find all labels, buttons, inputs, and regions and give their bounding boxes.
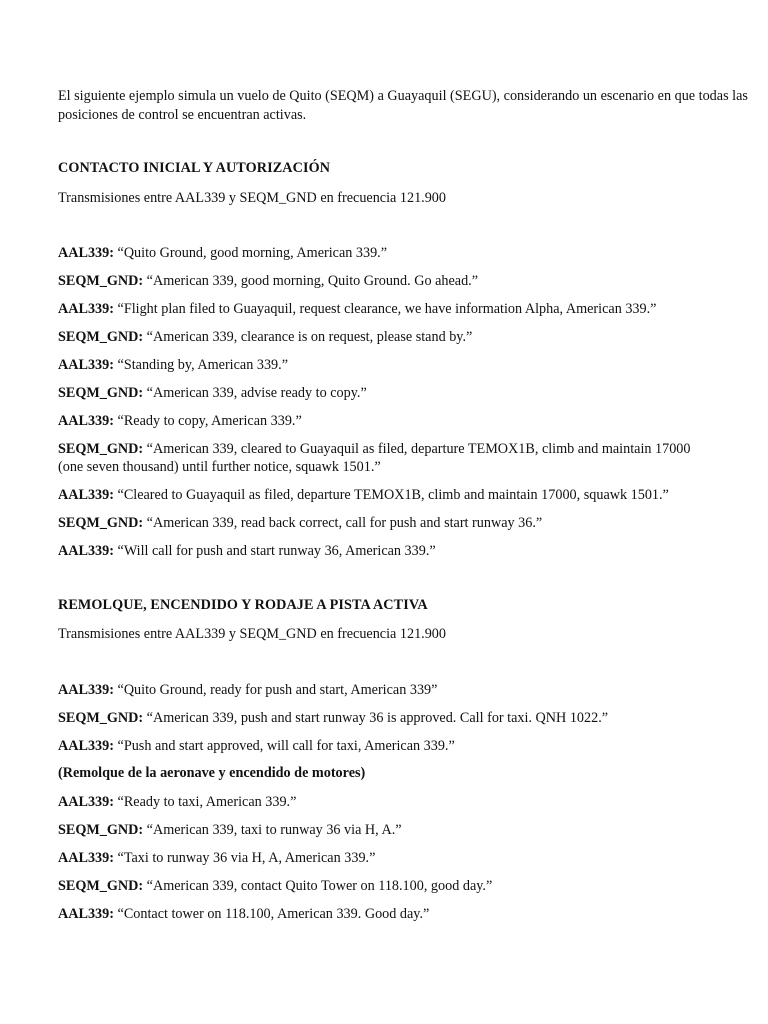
transmission-text: “Taxi to runway 36 via H, A, American 339.” [113,850,376,866]
speaker-label: AAL339: [58,487,114,503]
speaker-label: AAL339: [58,357,114,373]
speaker-label: SEQM_GND: [58,878,144,894]
transmission-line [58,272,748,290]
transmission-line [58,300,748,318]
speaker-label: AAL339: [58,794,114,810]
section-subtitle: Transmisiones entre AAL339 y SEQM_GND en frecuencia 121.900 [58,626,446,642]
transmission-line [58,486,748,504]
transmission-text: “Cleared to Guayaquil as filed, departure TEMOX1B, climb and maintain 17000, squawk 1501.” [113,487,669,503]
transmission-text: “Quito Ground, good morning, American 339.” [113,245,388,261]
transmission-line [58,328,748,346]
transmission-line [58,244,748,262]
transmission-line [58,440,710,476]
speaker-label: SEQM_GND: [58,385,144,401]
transmission-line [58,849,748,867]
transmission-text: “Quito Ground, ready for push and start, American 339” [113,682,438,698]
speaker-label: AAL339: [58,301,114,317]
transmission-text: “Standing by, American 339.” [113,357,288,373]
transmission-line [58,821,748,839]
transmission-text: “Ready to taxi, American 339.” [113,794,297,810]
transmission-line [58,737,748,755]
transmission-text: “Contact tower on 118.100, American 339. Good day.” [113,906,430,922]
transmission-line [58,681,748,699]
transmission-text: “American 339, good morning, Quito Ground. Go ahead.” [143,273,479,289]
transmission-line [58,542,748,560]
transmission-text: “Flight plan filed to Guayaquil, request clearance, we have information Alpha, American 339.” [113,301,657,317]
transmission-text: “American 339, clearance is on request, please stand by.” [143,329,473,345]
transmission-text: “Will call for push and start runway 36, American 339.” [113,543,436,559]
transmission-text: “American 339, push and start runway 36 is approved. Call for taxi. QNH 1022.” [143,710,609,726]
section-heading: REMOLQUE, ENCENDIDO Y RODAJE A PISTA ACTIVA [58,597,428,613]
speaker-label: AAL339: [58,682,114,698]
transmission-line [58,384,748,402]
transmission-line [58,412,748,430]
transmission-text: “American 339, read back correct, call for push and start runway 36.” [143,515,543,531]
transmission-text: “Push and start approved, will call for taxi, American 339.” [113,738,455,754]
procedure-note: (Remolque de la aeronave y encendido de motores) [58,765,366,781]
speaker-label: AAL339: [58,850,114,866]
transmission-text: “American 339, contact Quito Tower on 118.100, good day.” [143,878,493,894]
transmission-text: “American 339, advise ready to copy.” [143,385,367,401]
transmission-line [58,356,748,374]
transmission-text: “American 339, cleared to Guayaquil as filed, departure TEMOX1B, climb and maintain 17000 (one seven thousand) until further notice, squawk 1501.” [58,441,691,475]
transmission-line [58,709,748,727]
transmission-line [58,793,748,811]
speaker-label: SEQM_GND: [58,710,144,726]
speaker-label: AAL339: [58,245,114,261]
speaker-label: SEQM_GND: [58,822,144,838]
section-heading: CONTACTO INICIAL Y AUTORIZACIÓN [58,160,331,176]
speaker-label: AAL339: [58,413,114,429]
speaker-label: AAL339: [58,738,114,754]
transmission-text: “American 339, taxi to runway 36 via H, A.” [143,822,402,838]
transmission-line [58,514,748,532]
speaker-label: SEQM_GND: [58,329,144,345]
section-subtitle: Transmisiones entre AAL339 y SEQM_GND en frecuencia 121.900 [58,190,446,206]
speaker-label: SEQM_GND: [58,441,144,457]
transmission-line [58,905,748,923]
intro-paragraph: El siguiente ejemplo simula un vuelo de Quito (SEQM) a Guayaquil (SEGU), considerando un escenario en que todas las posiciones de control se encuentran activas. [58,88,748,123]
speaker-label: AAL339: [58,543,114,559]
speaker-label: SEQM_GND: [58,273,144,289]
speaker-label: SEQM_GND: [58,515,144,531]
transmission-line [58,877,748,895]
speaker-label: AAL339: [58,906,114,922]
transmission-text: “Ready to copy, American 339.” [113,413,302,429]
